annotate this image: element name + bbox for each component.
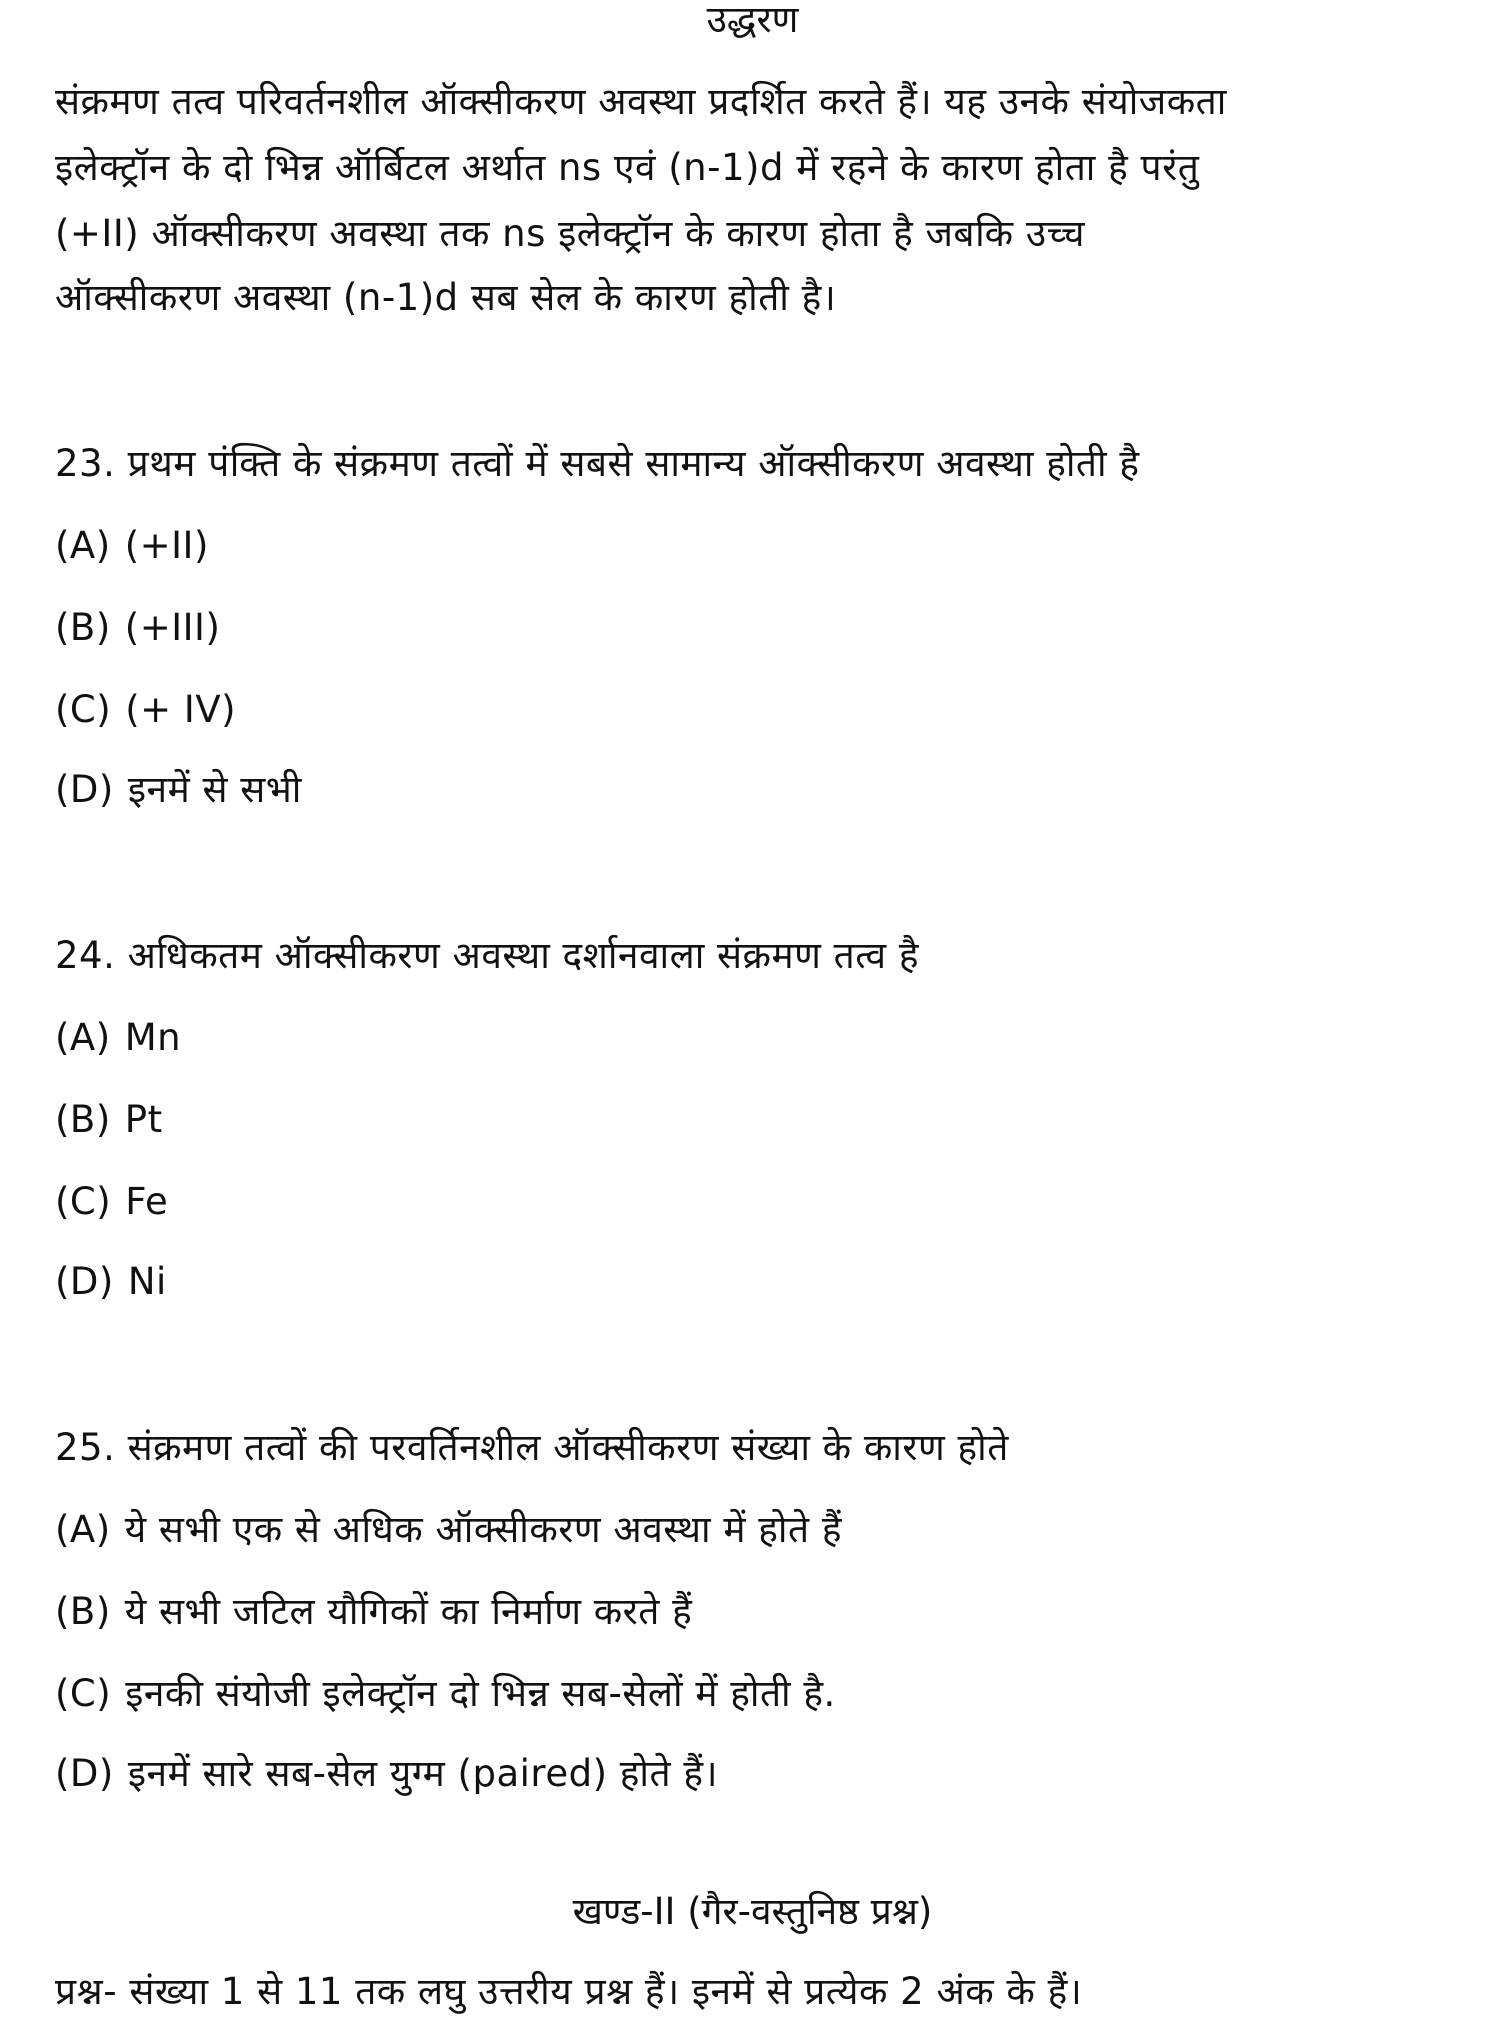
option-text: Pt	[124, 1098, 163, 1141]
question-25-option-b[interactable]	[55, 1588, 692, 1636]
section-instruction: प्रश्न- संख्या 1 से 11 तक लघु उत्तरीय प्रश्न हैं। इनमें से प्रत्येक 2 अंक के हैं।	[55, 1970, 1083, 2013]
question-23-option-a[interactable]	[55, 522, 209, 570]
option-text: (+III)	[124, 606, 221, 649]
option-text: इनकी संयोजी इलेक्ट्रॉन दो भिन्न सब-सेलों में होती है.	[125, 1672, 836, 1715]
question-number: 24.	[55, 934, 116, 977]
passage-line: संक्रमण तत्व परिवर्तनशील ऑक्सीकरण अवस्था प्रदर्शित करते हैं। यह उनके संयोजकता	[55, 80, 1227, 123]
passage-line: इलेक्ट्रॉन के दो भिन्न ऑर्बिटल अर्थात ns एवं (n-1)d में रहने के कारण होता है परंतु	[55, 146, 1200, 189]
option-text: इनमें से सभी	[127, 768, 302, 811]
option-label: (B)	[55, 1590, 111, 1633]
question-24-option-c[interactable]	[55, 1178, 168, 1226]
question-23-option-d[interactable]	[55, 766, 302, 814]
option-text: ये सभी एक से अधिक ऑक्सीकरण अवस्था में होते हैं	[124, 1508, 843, 1551]
option-text: (+II)	[124, 524, 209, 567]
option-label: (D)	[55, 1260, 114, 1303]
option-label: (D)	[55, 768, 114, 811]
question-23-option-c[interactable]	[55, 686, 236, 734]
option-label: (B)	[55, 1098, 111, 1141]
option-label: (B)	[55, 606, 111, 649]
question-24-option-a[interactable]	[55, 1014, 181, 1062]
passage-line: (+II) ऑक्सीकरण अवस्था तक ns इलेक्ट्रॉन के कारण होता है जबकि उच्च	[55, 212, 1086, 255]
question-24-option-b[interactable]	[55, 1096, 163, 1144]
question-25-option-d[interactable]	[55, 1750, 718, 1798]
question-24	[55, 932, 919, 980]
option-text: Fe	[125, 1180, 169, 1223]
section-heading: खण्ड-II (गैर-वस्तुनिष्ठ प्रश्न)	[572, 1890, 933, 1933]
option-label: (C)	[55, 1672, 112, 1715]
option-label: (D)	[55, 1752, 114, 1795]
option-label: (A)	[55, 524, 111, 567]
option-label: (A)	[55, 1508, 111, 1551]
option-label: (C)	[55, 688, 112, 731]
question-number: 23.	[55, 442, 116, 485]
question-25	[55, 1424, 1009, 1472]
passage-heading: उद्धरण	[706, 0, 799, 41]
option-text: इनमें सारे सब-सेल युग्म (paired) होते हैं।	[127, 1752, 719, 1795]
question-25-option-c[interactable]	[55, 1670, 836, 1718]
question-25-option-a[interactable]	[55, 1506, 842, 1554]
passage-line: ऑक्सीकरण अवस्था (n-1)d सब सेल के कारण होती है।	[55, 276, 837, 319]
option-text: ये सभी जटिल यौगिकों का निर्माण करते हैं	[124, 1590, 693, 1633]
option-text: Mn	[124, 1016, 182, 1059]
question-23-option-b[interactable]	[55, 604, 220, 652]
option-label: (A)	[55, 1016, 111, 1059]
question-23	[55, 440, 1140, 488]
option-text: Ni	[127, 1260, 167, 1303]
question-number: 25.	[55, 1426, 116, 1469]
question-text: अधिकतम ऑक्सीकरण अवस्था दर्शानवाला संक्रमण तत्व है	[127, 934, 919, 977]
option-label: (C)	[55, 1180, 112, 1223]
question-text: प्रथम पंक्ति के संक्रमण तत्वों में सबसे सामान्य ऑक्सीकरण अवस्था होती है	[127, 442, 1140, 485]
option-text: (+ IV)	[125, 688, 237, 731]
question-text: संक्रमण तत्वों की परवर्तिनशील ऑक्सीकरण संख्या के कारण होते	[127, 1426, 1009, 1469]
question-24-option-d[interactable]	[55, 1258, 167, 1306]
